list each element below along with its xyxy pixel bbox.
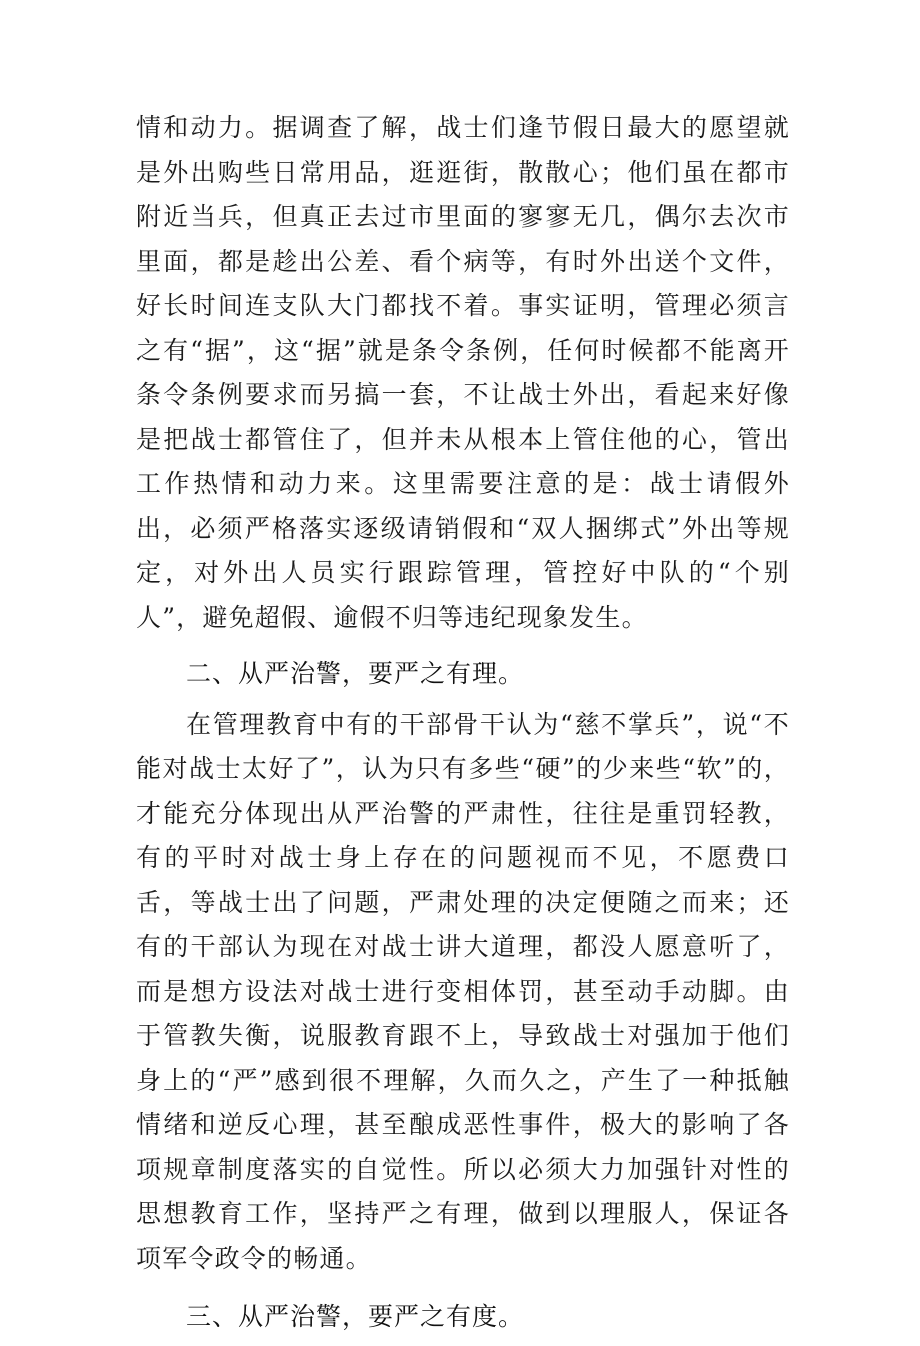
paragraph-section-2: 在管理教育中有的干部骨干认为“慈不掌兵”，说“不能对战士太好了”，认为只有多些“硬”的少来些“软”的，才能充分体现出从严治警的严肃性，往往是重罚轻教，有的平时对战士身上存在的问题视而不见，不愿费口舌，等战士出了问题，严肃处理的决定便随之而来；还有的干部认为现在对战士讲大道理，都没人愿意听了，而是想方设法对战士进行变相体罚，甚至动手动脚。由于管教失衡，说服教育跟不上，导致战士对强加于他们身上的“严”感到很不理解，久而久之，产生了一种抵触情绪和逆反心理，甚至酿成恶性事件，极大的影响了各项规章制度落实的自觉性。所以必须大力加强针对性的思想教育工作，坚持严之有理，做到以理服人，保证各项军令政令的畅通。 [136, 709, 790, 1273]
section-heading-2: 二、从严治警，要严之有理。 [186, 659, 525, 688]
section-heading-3: 三、从严治警，要严之有度。 [186, 1302, 525, 1331]
document-body [136, 106, 790, 1346]
paragraph-continuation: 情和动力。据调查了解，战士们逢节假日最大的愿望就是外出购些日常用品，逛逛街，散散心；他们虽在都市附近当兵，但真正去过市里面的寥寥无几，偶尔去次市里面，都是趁出公差、看个病等，有时外出送个文件，好长时间连支队大门都找不着。事实证明，管理必须言之有“据”，这“据”就是条令条例，任何时候都不能离开条令条例要求而另搞一套，不让战士外出，看起来好像是把战士都管住了，但并未从根本上管住他的心，管出工作热情和动力来。这里需要注意的是：战士请假外出，必须严格落实逐级请销假和“双人捆绑式”外出等规定，对外出人员实行跟踪管理，管控好中队的“个别人”，避免超假、逾假不归等违纪现象发生。 [136, 113, 790, 632]
